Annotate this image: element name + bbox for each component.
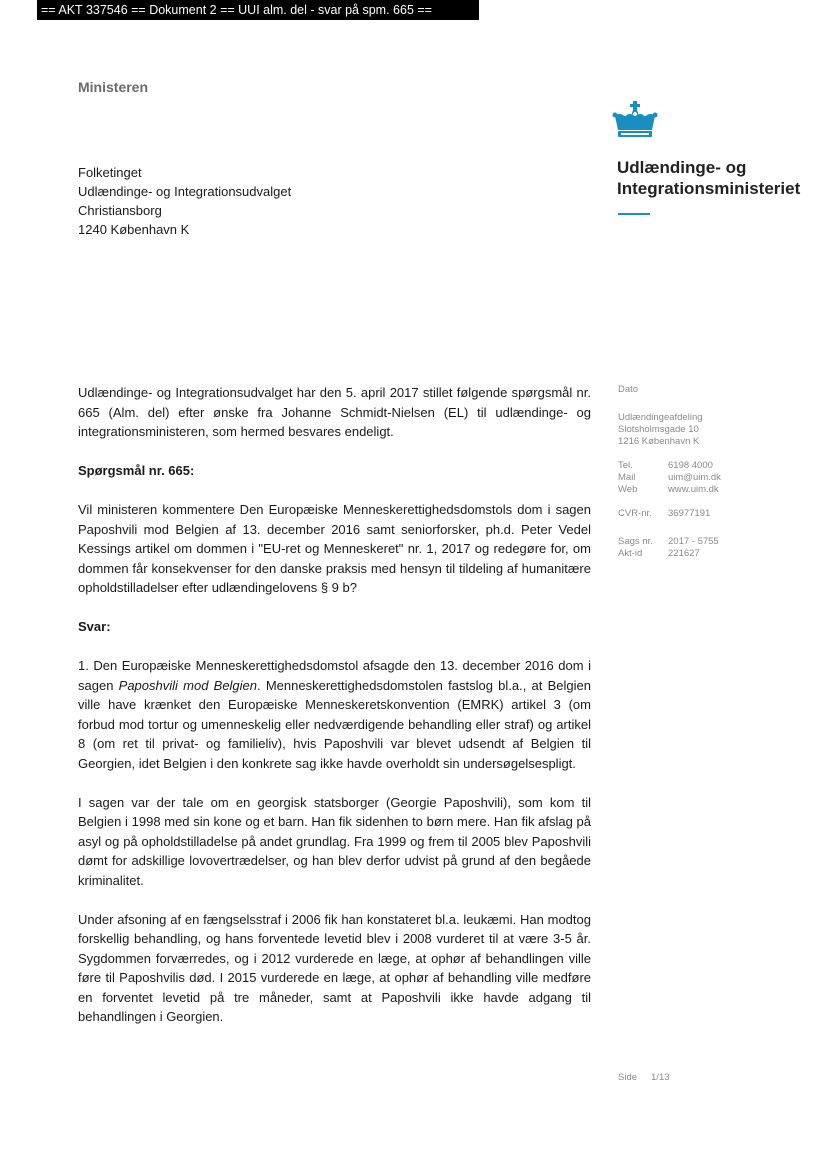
mail-label: Mail (618, 472, 636, 483)
ministry-accent-rule (618, 213, 650, 215)
answer-heading: Svar: (78, 619, 111, 634)
case-number-value: 2017 - 5755 (668, 536, 719, 547)
case-number-row (618, 536, 798, 548)
recipient-line1: Folketinget (78, 165, 142, 180)
web-label: Web (618, 484, 638, 495)
cvr-value: 36977191 (668, 508, 711, 519)
case-number-label: Sags nr. (618, 536, 653, 547)
document-id-label: Akt-id (618, 548, 643, 559)
answer-paragraph-1 (78, 656, 591, 773)
cvr-label: CVR-nr. (618, 508, 652, 519)
web-value[interactable]: www.uim.dk (668, 484, 719, 495)
recipient-line4: 1240 København K (78, 222, 190, 237)
letter-body (78, 383, 591, 1046)
cvr-row (618, 508, 798, 520)
question-paragraph: Vil ministeren kommentere Den Europæiske Menneskerettighedsdomstols dom i sagen Paposhvili mod Belgien af 13. december 2016 samt seniorforsker, ph.d. Peter Vedel Kessings artikel om dommen i "EU-ret og Menneskeret" nr. 1, 2017 og redegøre for, om dommen får konsekvenser for den danske praksis med hensyn til tildeling af humanitære opholdstilladelser efter udlændingelovens § 9 b? (78, 502, 591, 595)
sender-role: Ministeren (78, 79, 149, 95)
letter-metadata-sidebar (618, 384, 798, 560)
document-id-row (618, 548, 798, 560)
answer-paragraph-2: I sagen var der tale om en georgisk statsborger (Georgie Paposhvili), som kom til Belgien i 1998 med sin kone og et barn. Han fik sidenhen to børn mere. Han fik afslag på asyl og på opholdstilladelse på andet grundlag. Fra 1999 og frem til 2005 blev Paposhvili dømt for adskillige lovovertrædelser, og han blev derfor udvist på grund af den begåede kriminalitet. (78, 794, 591, 888)
recipient-line3: Christiansborg (78, 203, 162, 218)
ministry-name-line1: Udlændinge- og (617, 158, 747, 177)
city-address: 1216 København K (618, 436, 700, 447)
answer-paragraph-3: Under afsoning af en fængselsstraf i 2006 fik han konstateret bl.a. leukæmi. Han modtog forskellig behandling, og hans forventede levetid blev i 2008 vurderet til at være 3-5 år. Sygdommen forværredes, og i 2012 vurderede en læge, at ophør af behandlingen ville føre til Paposhvilis død. I 2015 vurderede en læge, at ophør af behandling ville medføre en forventet levetid på tre måneder, samt at Paposhvili ikke havde adgang til behandlingen i Georgien. (78, 911, 591, 1024)
department: Udlændingeafdeling (618, 412, 703, 423)
mail-value[interactable]: uim@uim.dk (668, 472, 721, 483)
tel-value: 6198 4000 (668, 460, 713, 471)
street-address: Slotsholmsgade 10 (618, 424, 699, 435)
crown-icon (611, 100, 659, 140)
recipient-line2: Udlændinge- og Integrationsudvalget (78, 184, 292, 199)
answer-paragraph-1-start: 1. Den Europæiske Menneskerettighedsdomstol afsagde den 13. december 2016 dom i sagen (78, 658, 591, 693)
ministry-name (617, 157, 827, 199)
case-name: Paposhvili mod Belgien (118, 677, 258, 693)
web-row (618, 484, 798, 496)
ministry-name-line2: Integrationsministeriet (617, 179, 801, 198)
page-label: Side (618, 1072, 638, 1083)
tel-row (618, 460, 798, 472)
document-id-value: 221627 (668, 548, 700, 559)
question-heading: Spørgsmål nr. 665: (78, 463, 195, 478)
date-label: Dato (618, 384, 639, 395)
mail-row (618, 472, 798, 484)
page-value: 1/13 (651, 1072, 670, 1083)
recipient-address (78, 163, 291, 239)
answer-paragraph-1-rest: . Menneskerettighedsdomstolen fastslog bl.a., at Belgien ville have krænket den Europæiske Menneskeretskonvention (EMRK) artikel 3 (om forbud mod tortur og umenneskelig eller nedværdigende behandling eller straf) og artikel 8 (om ret til privat- og familieliv), hvis Paposhvili var blevet udsendt af Belgien til Georgien, idet Belgien i den konkrete sag ikke havde overholdt sin undersøgelsespligt. (78, 677, 591, 771)
document-header-bar: == AKT 337546 == Dokument 2 == UUI alm. del - svar på spm. 665 == (37, 0, 479, 20)
intro-paragraph: Udlændinge- og Integrationsudvalget har den 5. april 2017 stillet følgende spørgsmål nr. 665 (Alm. del) efter ønske fra Johanne Schmidt-Nielsen (EL) til udlændinge- og integrationsministeren, som hermed besvares endeligt. (78, 385, 591, 439)
page-number (618, 1072, 670, 1083)
tel-label: Tel. (618, 460, 633, 471)
